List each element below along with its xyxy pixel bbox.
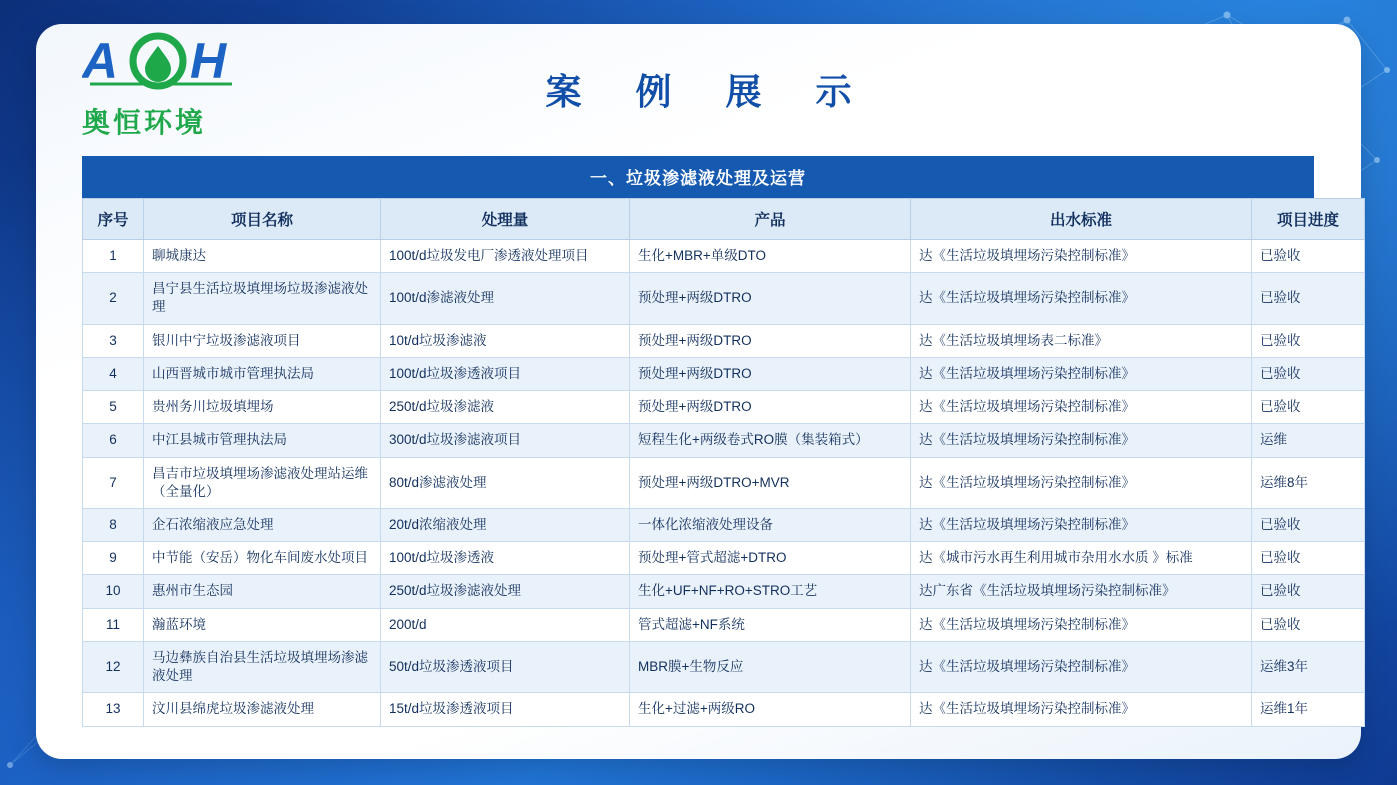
cell-progress: 已验收 (1252, 324, 1365, 357)
cell-index: 9 (83, 542, 144, 575)
table-row (83, 693, 1365, 726)
cell-index: 7 (83, 457, 144, 508)
cell-index: 10 (83, 575, 144, 608)
table-row (83, 424, 1365, 457)
table-row (83, 457, 1365, 508)
cell-progress: 已验收 (1252, 508, 1365, 541)
cell-index: 2 (83, 273, 144, 324)
cell-progress: 已验收 (1252, 357, 1365, 390)
cell-product: 短程生化+两级卷式RO膜（集装箱式） (630, 424, 911, 457)
cell-progress: 运维8年 (1252, 457, 1365, 508)
table-row (83, 641, 1365, 692)
cell-standard: 达《生活垃圾填埋场污染控制标准》 (911, 424, 1252, 457)
cell-volume: 100t/d垃圾发电厂渗透液处理项目 (381, 240, 630, 273)
cell-standard: 达《生活垃圾填埋场表二标准》 (911, 324, 1252, 357)
cell-index: 11 (83, 608, 144, 641)
svg-text:H: H (190, 33, 228, 89)
cell-index: 3 (83, 324, 144, 357)
cell-standard: 达《生活垃圾填埋场污染控制标准》 (911, 693, 1252, 726)
cell-volume: 250t/d垃圾渗滤液处理 (381, 575, 630, 608)
table-row (83, 608, 1365, 641)
col-header-name: 项目名称 (144, 199, 381, 240)
cell-standard: 达《生活垃圾填埋场污染控制标准》 (911, 240, 1252, 273)
cell-product: MBR膜+生物反应 (630, 641, 911, 692)
table-row (83, 508, 1365, 541)
cell-name: 贵州务川垃圾填埋场 (144, 391, 381, 424)
cell-name: 昌吉市垃圾填埋场渗滤液处理站运维（全量化） (144, 457, 381, 508)
table-row (83, 357, 1365, 390)
cell-name: 企石浓缩液应急处理 (144, 508, 381, 541)
cell-volume: 250t/d垃圾渗滤液 (381, 391, 630, 424)
col-header-index: 序号 (83, 199, 144, 240)
cell-progress: 已验收 (1252, 391, 1365, 424)
cell-product: 预处理+两级DTRO (630, 357, 911, 390)
cell-product: 一体化浓缩液处理设备 (630, 508, 911, 541)
svg-text:A: A (82, 33, 120, 89)
table-row (83, 273, 1365, 324)
cell-standard: 达《生活垃圾填埋场污染控制标准》 (911, 608, 1252, 641)
cell-product: 预处理+两级DTRO (630, 391, 911, 424)
cell-name: 惠州市生态园 (144, 575, 381, 608)
logo-chinese-text: 奥恒环境 (82, 107, 207, 138)
cell-index: 6 (83, 424, 144, 457)
cell-name: 山西晋城市城市管理执法局 (144, 357, 381, 390)
cell-index: 1 (83, 240, 144, 273)
cell-index: 13 (83, 693, 144, 726)
cell-name: 瀚蓝环境 (144, 608, 381, 641)
cell-product: 管式超滤+NF系统 (630, 608, 911, 641)
cell-progress: 已验收 (1252, 273, 1365, 324)
table-row (83, 391, 1365, 424)
col-header-product: 产品 (630, 199, 911, 240)
cell-product: 生化+UF+NF+RO+STRO工艺 (630, 575, 911, 608)
cell-volume: 50t/d垃圾渗透液项目 (381, 641, 630, 692)
cell-progress: 运维 (1252, 424, 1365, 457)
table-row (83, 575, 1365, 608)
col-header-volume: 处理量 (381, 199, 630, 240)
cell-progress: 已验收 (1252, 575, 1365, 608)
cell-index: 5 (83, 391, 144, 424)
cell-standard: 达广东省《生活垃圾填埋场污染控制标准》 (911, 575, 1252, 608)
page-title: 案 例 展 示 (545, 71, 874, 112)
cell-index: 12 (83, 641, 144, 692)
cell-volume: 100t/d渗滤液处理 (381, 273, 630, 324)
cell-progress: 已验收 (1252, 608, 1365, 641)
table-row (83, 542, 1365, 575)
cell-name: 聊城康达 (144, 240, 381, 273)
cell-product: 预处理+两级DTRO (630, 324, 911, 357)
cell-name: 马边彝族自治县生活垃圾填埋场渗滤液处理 (144, 641, 381, 692)
cell-standard: 达《城市污水再生利用城市杂用水水质 》标准 (911, 542, 1252, 575)
table-body (83, 240, 1365, 727)
cell-product: 生化+MBR+单级DTO (630, 240, 911, 273)
cell-volume: 300t/d垃圾渗滤液项目 (381, 424, 630, 457)
cell-product: 预处理+两级DTRO+MVR (630, 457, 911, 508)
table-row (83, 324, 1365, 357)
cell-volume: 200t/d (381, 608, 630, 641)
cell-product: 预处理+管式超滤+DTRO (630, 542, 911, 575)
cell-volume: 100t/d垃圾渗透液 (381, 542, 630, 575)
cell-volume: 80t/d渗滤液处理 (381, 457, 630, 508)
col-header-standard: 出水标准 (911, 199, 1252, 240)
cell-name: 中节能（安岳）物化车间废水处项目 (144, 542, 381, 575)
cell-index: 4 (83, 357, 144, 390)
cell-name: 昌宁县生活垃圾填埋场垃圾渗滤液处理 (144, 273, 381, 324)
cell-standard: 达《生活垃圾填埋场污染控制标准》 (911, 508, 1252, 541)
table-row (83, 240, 1365, 273)
section-title-bar: 一、垃圾渗滤液处理及运营 (82, 156, 1314, 198)
cell-progress: 已验收 (1252, 542, 1365, 575)
cell-standard: 达《生活垃圾填埋场污染控制标准》 (911, 641, 1252, 692)
cell-volume: 10t/d垃圾渗滤液 (381, 324, 630, 357)
cell-product: 生化+过滤+两级RO (630, 693, 911, 726)
cell-volume: 15t/d垃圾渗透液项目 (381, 693, 630, 726)
cell-progress: 已验收 (1252, 240, 1365, 273)
table-header-row (83, 199, 1365, 240)
cell-volume: 20t/d浓缩液处理 (381, 508, 630, 541)
cell-volume: 100t/d垃圾渗透液项目 (381, 357, 630, 390)
cell-name: 中江县城市管理执法局 (144, 424, 381, 457)
cell-progress: 运维3年 (1252, 641, 1365, 692)
cell-name: 银川中宁垃圾渗滤液项目 (144, 324, 381, 357)
case-table (82, 198, 1365, 727)
case-table-container (82, 156, 1339, 727)
cell-progress: 运维1年 (1252, 693, 1365, 726)
cell-standard: 达《生活垃圾填埋场污染控制标准》 (911, 457, 1252, 508)
col-header-progress: 项目进度 (1252, 199, 1365, 240)
cell-standard: 达《生活垃圾填埋场污染控制标准》 (911, 391, 1252, 424)
cell-index: 8 (83, 508, 144, 541)
cell-standard: 达《生活垃圾填埋场污染控制标准》 (911, 273, 1252, 324)
cell-standard: 达《生活垃圾填埋场污染控制标准》 (911, 357, 1252, 390)
cell-name: 汶川县绵虎垃圾渗滤液处理 (144, 693, 381, 726)
cell-product: 预处理+两级DTRO (630, 273, 911, 324)
